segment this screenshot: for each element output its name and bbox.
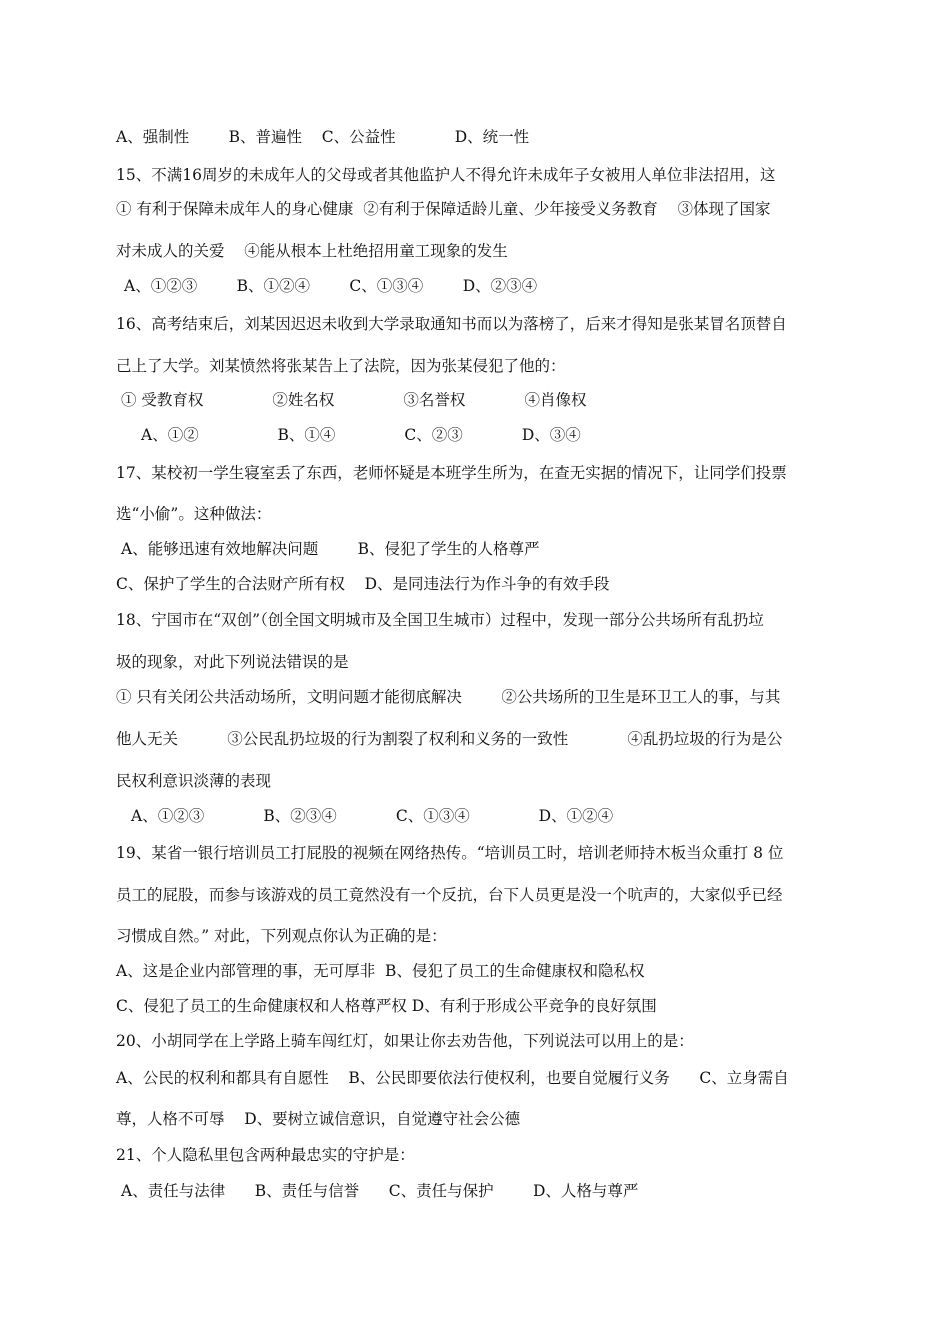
q18-stem-line1: 18、宁国市在“双创”（创全国文明城市及全国卫生城市）过程中，发现一部分公共场所有乱扔垃 (116, 611, 764, 629)
q17-options-ab: A、能够迅速有效地解决问题 B、侵犯了学生的人格尊严 (121, 540, 540, 558)
q18-statements-line2: 他人无关 ③公民乱扔垃圾的行为割裂了权利和义务的一致性 ④乱扔垃圾的行为是公 (116, 730, 783, 748)
q17-stem-line2: 选“小偷”。这种做法： (116, 505, 272, 523)
q17-stem-line1: 17、某校初一学生寝室丢了东西，老师怀疑是本班学生所为，在查无实据的情况下，让同学们投票 (116, 464, 787, 482)
q18-stem-line2: 圾的现象，对此下列说法错误的是 (116, 653, 349, 671)
q20-options-line1: A、公民的权利和都具有自愿性 B、公民即要依法行使权利，也要自觉履行义务 C、立身需自 (116, 1069, 789, 1087)
q16-stem-line2: 己上了大学。刘某愤然将张某告上了法院，因为张某侵犯了他的： (116, 357, 566, 375)
q19-stem-line3: 习惯成自然。” 对此，下列观点你认为正确的是： (116, 927, 447, 945)
q15-stem-line1: 15、不满16周岁的未成年人的父母或者其他监护人不得允许未成年子女被用人单位非法招用，这 (116, 166, 776, 184)
q21-options: A、责任与法律 B、责任与信誉 C、责任与保护 D、人格与尊严 (121, 1182, 639, 1200)
q19-stem-line2: 员工的屁股，而参与该游戏的员工竟然没有一个反抗，台下人员更是没一个吭声的，大家似乎已经 (116, 886, 783, 904)
q19-stem-line1: 19、某省一银行培训员工打屁股的视频在网络热传。“培训员工时，培训老师持木板当众重打 8 位 (116, 844, 784, 862)
q16-statements: ① 受教育权 ②姓名权 ③名誉权 ④肖像权 (121, 391, 587, 409)
q20-stem: 20、小胡同学在上学路上骑车闯红灯，如果让你去劝告他，下列说法可以用上的是： (116, 1032, 694, 1050)
q21-stem: 21、个人隐私里包含两种最忠实的守护是： (116, 1146, 415, 1164)
q14-options: A、强制性 B、普遍性 C、公益性 D、统一性 (116, 128, 530, 146)
q19-options-ab: A、这是企业内部管理的事，无可厚非 B、侵犯了员工的生命健康权和隐私权 (116, 962, 645, 980)
q16-options: A、①② B、①④ C、②③ D、③④ (141, 426, 581, 444)
q16-stem-line1: 16、高考结束后，刘某因迟迟未收到大学录取通知书而以为落榜了，后来才得知是张某冒名顶替自 (116, 315, 787, 333)
q15-statements-line1: ① 有利于保障未成年人的身心健康 ②有利于保障适龄儿童、少年接受义务教育 ③体现了国家 (116, 200, 771, 218)
q18-options: A、①②③ B、②③④ C、①③④ D、①②④ (131, 807, 614, 825)
q15-options: A、①②③ B、①②④ C、①③④ D、②③④ (124, 277, 538, 295)
q18-statements-line3: 民权利意识淡薄的表现 (116, 772, 272, 790)
q19-options-cd: C、侵犯了员工的生命健康权和人格尊严权 D、有利于形成公平竞争的良好氛围 (116, 997, 657, 1015)
q18-statements-line1: ① 只有关闭公共活动场所，文明问题才能彻底解决 ②公共场所的卫生是环卫工人的事，与其 (116, 688, 781, 706)
q17-options-cd: C、保护了学生的合法财产所有权 D、是同违法行为作斗争的有效手段 (116, 575, 610, 593)
q15-statements-line2: 对未成人的关爱 ④能从根本上杜绝招用童工现象的发生 (116, 242, 508, 260)
q20-options-line2: 尊，人格不可辱 D、要树立诚信意识，自觉遵守社会公德 (116, 1110, 521, 1128)
